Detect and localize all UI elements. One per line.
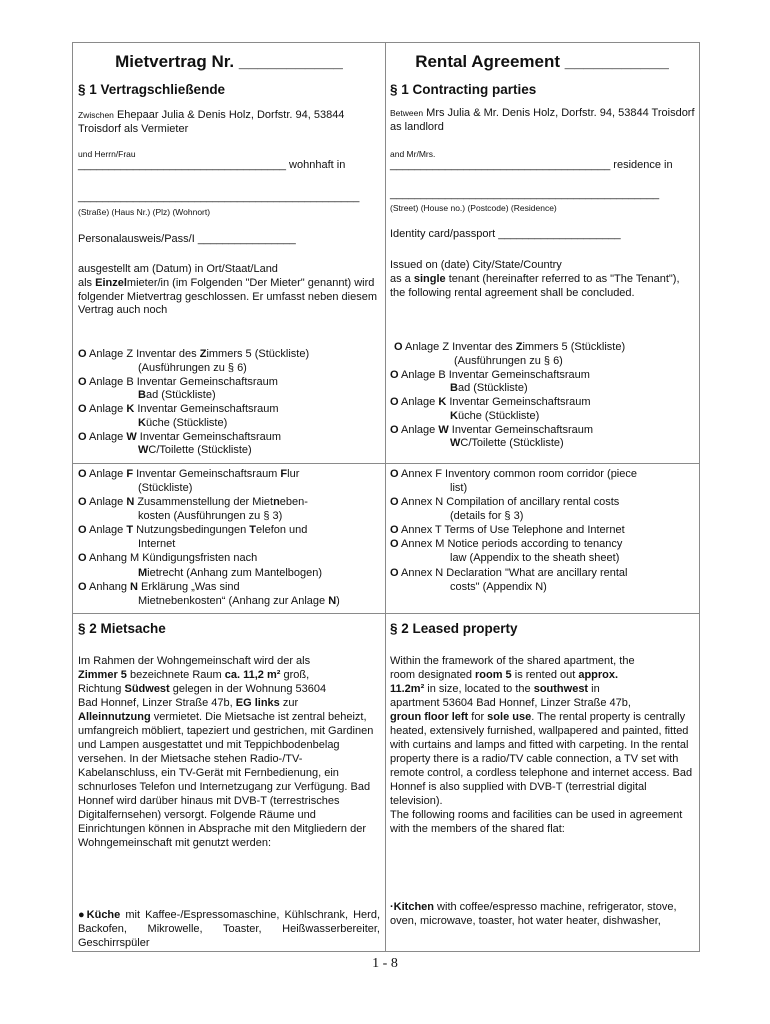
annex-cont: law (Appendix to the sheath sheet) (450, 552, 620, 565)
para-bold: room 5 (475, 668, 512, 681)
leased-property-text-de (78, 655, 380, 851)
checkbox-o[interactable]: O (390, 396, 399, 408)
as-pre: as a (390, 272, 414, 285)
attachment-item[interactable] (390, 369, 695, 397)
kitchen-bold: ●Küche (78, 909, 121, 921)
section-2-heading-de: § 2 Mietsache (78, 621, 166, 636)
attachment-text: immers 5 (Stückliste) (206, 348, 310, 360)
annex-item[interactable] (390, 566, 695, 594)
attachment-item[interactable] (390, 341, 695, 369)
attachment-text: elefon und (256, 524, 308, 537)
para-text: is rented out (511, 668, 579, 681)
checkbox-o[interactable]: O (78, 524, 87, 537)
attachment-text: Inventar Gemeinschaftsraum (448, 423, 594, 436)
attachment-text: Anhang (86, 580, 130, 593)
para-text: The following rooms and facilities can be used in agreement with the members of the shared flat: (390, 808, 683, 835)
attachment-item[interactable] (78, 376, 383, 404)
attachment-bold: W (438, 423, 449, 436)
para-text: in size, located to the (424, 682, 534, 695)
annex-text: Annex M Notice periods according to tenancy (398, 538, 623, 551)
issued-text-en (390, 259, 692, 300)
landlord-text: Mrs Julia & Mr. Denis Holz, Dorfstr. 94, 53844 Troisdorf as landlord (390, 107, 695, 133)
attachment-cont (78, 389, 383, 403)
attachment-text: immers 5 (Stückliste) (522, 341, 626, 353)
section-1-heading-de: § 1 Vertragschließende (78, 82, 226, 97)
attachment-text: Inventar Gemeinschaftsraum (134, 403, 279, 415)
attachment-bold: W (450, 437, 461, 450)
checkbox-o[interactable]: O (390, 566, 399, 579)
attachment-text: ietrecht (Anhang zum Mantelbogen) (147, 566, 323, 579)
page-number: 1 - 8 (372, 956, 398, 971)
checkbox-o[interactable]: O (78, 375, 87, 388)
attachment-bold: B (450, 382, 458, 395)
landlord-text: Ehepaar Julia & Denis Holz, Dorfstr. 94, 53844 Troisdorf als Vermieter (78, 109, 345, 135)
attachment-text: C/Toilette (Stückliste) (460, 437, 564, 450)
checkbox-o[interactable]: O (78, 496, 87, 509)
attachment-item[interactable] (78, 467, 383, 495)
leased-property-text-en (390, 655, 695, 837)
checkbox-o[interactable]: O (78, 430, 87, 443)
para-text: in (588, 682, 600, 695)
para-bold: sole use (487, 710, 532, 723)
attachment-text: Anlage (86, 430, 127, 443)
attachment-bold: M (138, 566, 148, 579)
page-title-en: Rental Agreement ___________ (415, 52, 669, 71)
attachment-text: eben- (279, 496, 308, 509)
tenant-label-en: and Mr/Mrs. (390, 149, 436, 159)
attachment-item[interactable] (78, 523, 383, 551)
attachments-list-2-de (78, 467, 383, 608)
attachment-text: Erklärung „Was sind (137, 580, 240, 593)
attachment-item[interactable] (78, 348, 383, 376)
attachments-list-de (78, 348, 383, 458)
kitchen-text-de (78, 909, 380, 950)
attachment-text: üche (Stückliste) (457, 409, 540, 422)
issued-line: ausgestellt am (Datum) in Ort/Staat/Land (78, 263, 278, 275)
attachment-text: Zusammenstellung der Miet (134, 496, 274, 509)
checkbox-o[interactable]: O (78, 403, 87, 415)
attachment-text: Mietnebenkosten“ (Anhang zur Anlage (138, 594, 329, 607)
attachment-text: ad (Stückliste) (145, 389, 216, 402)
para-text: for (468, 710, 488, 723)
attachment-bold: K (438, 396, 447, 408)
attachment-text: ) (336, 594, 340, 607)
kitchen-text: with coffee/espresso machine, refrigerator, stove, oven, microwave, toaster, hot water heater, dishwasher, (390, 901, 677, 927)
annex-cont: list) (450, 482, 468, 495)
attachment-text: ad (Stückliste) (457, 382, 528, 395)
attachment-bold: K (450, 409, 458, 422)
checkbox-o[interactable]: O (394, 341, 403, 353)
checkbox-o[interactable]: O (78, 552, 87, 565)
als-post: mieter/in (im Folgenden "Der Mieter" genannt) wird folgender Mietvertrag geschlossen. Er umfasst neben diesem Vertrag auch noch (78, 276, 377, 317)
annex-item[interactable] (390, 495, 695, 523)
kitchen-text: mit Kaffee-/Espressomaschine, Kühlschrank, Herd, Backofen, Mikrowelle, Toaster, Heißwasserbereiter, Geschirrspüler (78, 909, 381, 949)
checkbox-o[interactable]: O (390, 423, 399, 436)
attachment-bold: W (138, 444, 149, 457)
attachment-text: Anlage (398, 423, 439, 436)
as-post: tenant (hereinafter referred to as "The Tenant"), the following rental agreement shall be concluded. (390, 272, 680, 299)
between-label: Between (390, 108, 424, 118)
attachment-bold: W (126, 430, 137, 443)
street-caption-de: (Straße) (Haus Nr.) (Plz) (Wohnort) (78, 207, 211, 217)
attachment-item[interactable] (78, 495, 383, 523)
attachment-text: Anlage (86, 524, 127, 537)
para-bold: Alleinnutzung (78, 710, 151, 723)
attachment-cont (390, 410, 695, 424)
para-bold: Zimmer 5 (78, 668, 127, 681)
attachment-bold: F (126, 468, 134, 480)
attachment-text: Inventar Gemeinschaftsraum (133, 468, 281, 480)
attachment-text: Anhang M Kündigungsfristen nach (86, 552, 258, 565)
para-bold: Südwest (124, 682, 170, 695)
attachment-text: Nutzungsbedingungen (133, 524, 250, 537)
attachment-item[interactable] (78, 580, 383, 608)
attachment-bold: B (138, 389, 146, 402)
attachment-text: C/Toilette (Stückliste) (148, 444, 252, 457)
para-bold: EG links (235, 696, 280, 709)
para-text: bezeichnete Raum (126, 668, 225, 681)
annex-text: Annex F Inventory common room corridor (piece (398, 468, 637, 480)
annex-item[interactable] (390, 537, 695, 565)
attachment-cont (390, 437, 695, 451)
attachment-item[interactable] (390, 424, 695, 452)
annex-cont: costs" (Appendix N) (450, 580, 547, 593)
attachment-bold: n (273, 496, 280, 509)
checkbox-o[interactable]: O (390, 524, 399, 537)
as-bold: single (413, 272, 446, 285)
annex-text: Annex N Declaration "What are ancillary rental (398, 566, 628, 579)
annex-text: Annex N Compilation of ancillary rental costs (398, 496, 620, 509)
checkbox-o[interactable]: O (390, 368, 399, 381)
tenant-name-line-de[interactable]: __________________________________ wohnhaft in (78, 159, 346, 171)
attachment-item[interactable] (78, 431, 383, 459)
id-card-line-de[interactable]: Personalausweis/Pass/I ________________ (78, 233, 296, 245)
para-text: groß, (280, 668, 310, 681)
attachment-cont: Internet (138, 538, 176, 551)
attachment-text: lur (287, 468, 300, 480)
attachment-bold: T (126, 524, 134, 537)
attachment-text: Inventar Gemeinschaftsraum (136, 430, 282, 443)
annex-list-en (390, 467, 695, 594)
attachment-cont (78, 417, 383, 431)
section-2-heading-en: § 2 Leased property (390, 621, 518, 636)
attachment-cont (78, 444, 383, 458)
para-text: zur (279, 696, 299, 709)
attachment-cont (78, 594, 383, 608)
checkbox-o[interactable]: O (390, 496, 399, 509)
para-bold: southwest (533, 682, 589, 695)
contract-page (72, 42, 700, 952)
attachment-cont (78, 566, 383, 580)
attachments-list-en (390, 341, 695, 451)
attachment-bold: K (126, 403, 135, 415)
attachment-cont: (Ausführungen zu § 6) (454, 354, 563, 367)
als-bold: Einzel (95, 276, 127, 289)
checkbox-o[interactable]: O (78, 580, 87, 593)
id-card-line-en[interactable]: Identity card/passport ____________________ (390, 228, 621, 240)
attachment-bold: N (126, 496, 135, 509)
attachment-bold: T (249, 524, 257, 537)
street-line-en[interactable]: ____________________________________________ (390, 188, 660, 200)
street-caption-en: (Street) (House no.) (Postcode) (Residence) (390, 203, 557, 213)
annex-cont: (details for § 3) (450, 510, 524, 523)
parties-landlord-de (78, 109, 383, 137)
para-bold: 11.2m² (390, 682, 425, 695)
para-text: room designated (390, 668, 475, 681)
issued-text-de (78, 263, 380, 318)
para-bold: ca. 11,2 m² (224, 668, 281, 681)
para-text: vermietet. Die Mietsache ist zentral beheizt, umfangreich möbliert, tapeziert und gestrichen, mit Gardinen und Lampen ausgestattet und mit Teppichbodenbelag versehen. In der Mietsache stehen Radio-/TV-Kabelanschluss, ein TV-Gerät mit Fernbedienung, ein schnurloses Telefon und Internetzugang zur Verfügung. Bad Honnef wird darüber hinaus mit DVB-T (terrestrisches Digitalfernsehen) versorgt. Folgende Räume und Einrichtungen können in Absprache mit den Mitgliedern der Wohngemeinschaft mit genutzt werden: (78, 710, 374, 849)
kitchen-bold: ·Kitchen (390, 901, 434, 913)
attachment-bold: Z (515, 341, 523, 353)
attachment-cont: kosten (Ausführungen zu § 3) (138, 510, 283, 523)
issued-line: Issued on (date) City/State/Country (390, 259, 562, 271)
annex-item[interactable] (390, 523, 695, 537)
attachment-bold: Z (199, 348, 207, 360)
attachment-text: Anlage Z Inventar des (86, 348, 200, 360)
checkbox-o[interactable]: O (390, 538, 399, 551)
tenant-label-de: und Herrn/Frau (78, 149, 136, 159)
attachment-text: Anlage B Inventar Gemeinschaftsraum (398, 368, 590, 381)
street-line-de[interactable]: ______________________________________________ (78, 191, 360, 203)
attachment-item[interactable] (78, 403, 383, 431)
para-bold: groun floor left (390, 710, 469, 723)
checkbox-o[interactable]: O (78, 348, 87, 360)
english-column (385, 43, 699, 951)
checkbox-o[interactable]: O (390, 468, 399, 480)
german-column (73, 43, 386, 951)
parties-landlord-en (390, 107, 695, 135)
attachment-text: Anlage Z Inventar des (402, 341, 516, 353)
als-pre: als (78, 276, 96, 289)
attachment-text: üche (Stückliste) (145, 416, 228, 429)
annex-text: Annex T Terms of Use Telephone and Internet (398, 524, 625, 537)
attachment-bold: K (138, 416, 146, 429)
attachment-cont: (Ausführungen zu § 6) (138, 361, 247, 374)
zwischen-label: Zwischen (78, 110, 114, 120)
attachment-text: Anlage (86, 468, 127, 480)
para-text: gelegen in der Wohnung 53604 (169, 682, 327, 695)
attachment-text: Inventar Gemeinschaftsraum (446, 396, 591, 408)
para-bold: approx. (578, 668, 619, 681)
attachment-bold: N (130, 580, 138, 593)
attachment-bold: F (280, 468, 288, 480)
attachment-text: Anlage (86, 496, 127, 509)
annex-item[interactable] (390, 467, 695, 495)
checkbox-o[interactable]: O (78, 468, 87, 480)
attachment-text: Anlage B Inventar Gemeinschaftsraum (86, 375, 278, 388)
tenant-name-line-en[interactable]: ____________________________________ residence in (390, 159, 673, 171)
attachment-cont (390, 382, 695, 396)
para-text: Im Rahmen der Wohngemeinschaft wird der als (78, 655, 311, 667)
kitchen-text-en (390, 901, 695, 929)
attachment-text: Anlage (398, 396, 439, 408)
section-1-heading-en: § 1 Contracting parties (390, 82, 537, 97)
page-title-de: Mietvertrag Nr. ___________ (115, 52, 343, 71)
attachment-cont: (Stückliste) (138, 482, 193, 495)
attachment-bold: N (328, 594, 337, 607)
para-text: apartment 53604 Bad Honnef, Linzer Straße 47b, (390, 696, 631, 709)
para-text: Bad Honnef, Linzer Straße 47b, (78, 696, 236, 709)
para-text: . The rental property is centrally heated, extensively furnished, wallpapered and painted, fitted with curtains and lamps and fitted with carpeting. In the rental property there is a radio/TV cable connection, a TV set with remote control, a cordless telephone and internet access. Bad Honnef is also supplied with DVB-T (terrestrial digital television). (390, 710, 693, 807)
para-text: Richtung (78, 682, 125, 695)
attachment-item[interactable] (78, 551, 383, 579)
attachment-item[interactable] (390, 396, 695, 424)
attachment-text: Anlage (86, 403, 127, 415)
para-text: Within the framework of the shared apartment, the (390, 655, 635, 667)
